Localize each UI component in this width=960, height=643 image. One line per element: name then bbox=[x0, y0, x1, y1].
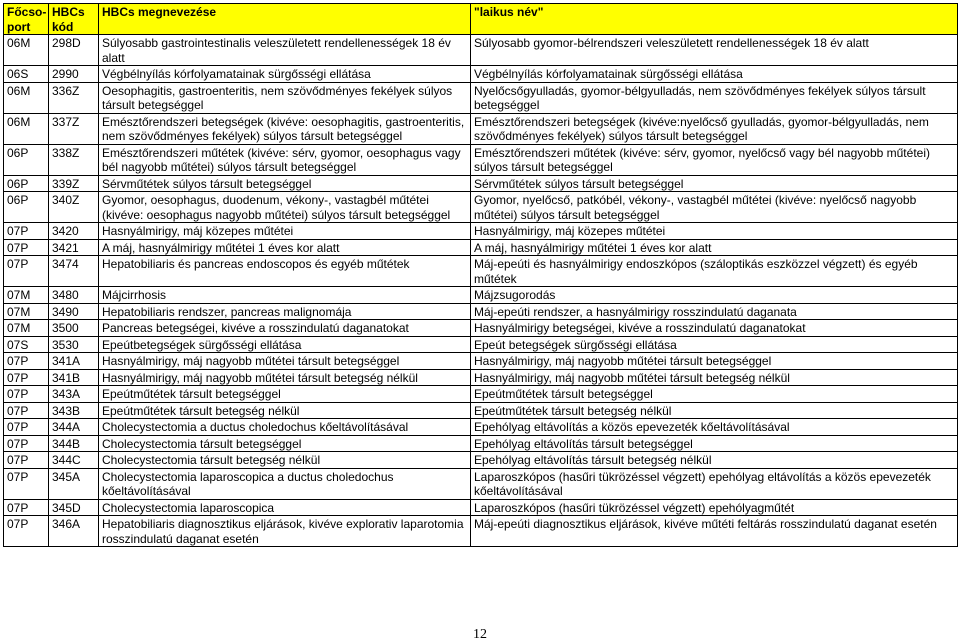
cell-focsoport: 07P bbox=[4, 468, 49, 499]
cell-megnevezes: Májcirrhosis bbox=[99, 287, 471, 304]
cell-hbcs-kod: 339Z bbox=[49, 175, 99, 192]
table-row bbox=[4, 435, 958, 452]
cell-laikus-nev: Hasnyálmirigy, máj nagyobb műtétei társult betegséggel bbox=[471, 353, 958, 370]
cell-laikus-nev: Laparoszkópos (hasűri tükrözéssel végzett) epehólyagműtét bbox=[471, 499, 958, 516]
table-row bbox=[4, 66, 958, 83]
cell-hbcs-kod: 3480 bbox=[49, 287, 99, 304]
cell-laikus-nev: Epeútműtétek társult betegséggel bbox=[471, 386, 958, 403]
cell-focsoport: 07M bbox=[4, 287, 49, 304]
cell-hbcs-kod: 3530 bbox=[49, 336, 99, 353]
cell-hbcs-kod: 340Z bbox=[49, 192, 99, 223]
cell-hbcs-kod: 341B bbox=[49, 369, 99, 386]
cell-laikus-nev: Epeút betegségek sürgősségi ellátása bbox=[471, 336, 958, 353]
cell-focsoport: 07P bbox=[4, 402, 49, 419]
cell-laikus-nev: Máj-epeúti diagnosztikus eljárások, kivéve műtéti feltárás rosszindulatú daganat esetén bbox=[471, 516, 958, 547]
cell-hbcs-kod: 337Z bbox=[49, 113, 99, 144]
cell-megnevezes: Emésztőrendszeri műtétek (kivéve: sérv, gyomor, oesophagus vagy bél nagyobb műtétei) súlyos társult betegséggel bbox=[99, 144, 471, 175]
cell-hbcs-kod: 343B bbox=[49, 402, 99, 419]
cell-megnevezes: Végbélnyílás kórfolyamatainak sürgősségi ellátása bbox=[99, 66, 471, 83]
cell-laikus-nev: Emésztőrendszeri betegségek (kivéve:nyelőcső gyulladás, gyomor-bélgyulladás, nem szövődményes fekélyek) súlyos társult betegséggel bbox=[471, 113, 958, 144]
cell-laikus-nev: Nyelőcsőgyulladás, gyomor-bélgyulladás, nem szövődményes fekélyek súlyos társult betegséggel bbox=[471, 82, 958, 113]
cell-megnevezes: Cholecystectomia laparoscopica a ductus choledochus kőeltávolításával bbox=[99, 468, 471, 499]
cell-megnevezes: Hepatobiliaris diagnosztikus eljárások, kivéve explorativ laparotomia rosszindulatú daganat esetén bbox=[99, 516, 471, 547]
cell-megnevezes: Gyomor, oesophagus, duodenum, vékony-, vastagbél műtétei (kivéve: oesophagus nagyobb műtétei) súlyos társult betegséggel bbox=[99, 192, 471, 223]
cell-hbcs-kod: 346A bbox=[49, 516, 99, 547]
cell-focsoport: 07P bbox=[4, 369, 49, 386]
table-row bbox=[4, 516, 958, 547]
cell-megnevezes: Cholecystectomia társult betegséggel bbox=[99, 435, 471, 452]
cell-laikus-nev: Epeútműtétek társult betegség nélkül bbox=[471, 402, 958, 419]
cell-focsoport: 07P bbox=[4, 499, 49, 516]
cell-hbcs-kod: 3500 bbox=[49, 320, 99, 337]
cell-laikus-nev: Máj-epeúti és hasnyálmirigy endoszkópos (száloptikás eszközzel végzett) és egyéb műtétek bbox=[471, 256, 958, 287]
cell-megnevezes: Cholecystectomia társult betegség nélkül bbox=[99, 452, 471, 469]
table-row bbox=[4, 287, 958, 304]
cell-megnevezes: Hasnyálmirigy, máj nagyobb műtétei társult betegség nélkül bbox=[99, 369, 471, 386]
table-row bbox=[4, 113, 958, 144]
cell-focsoport: 06P bbox=[4, 144, 49, 175]
cell-megnevezes: Pancreas betegségei, kivéve a rosszindulatú daganatokat bbox=[99, 320, 471, 337]
cell-hbcs-kod: 345A bbox=[49, 468, 99, 499]
table-body bbox=[4, 35, 958, 547]
cell-hbcs-kod: 336Z bbox=[49, 82, 99, 113]
cell-focsoport: 06M bbox=[4, 113, 49, 144]
cell-focsoport: 07P bbox=[4, 516, 49, 547]
table-row bbox=[4, 402, 958, 419]
cell-megnevezes: Sérvműtétek súlyos társult betegséggel bbox=[99, 175, 471, 192]
cell-megnevezes: Epeútbetegségek sürgősségi ellátása bbox=[99, 336, 471, 353]
cell-focsoport: 06M bbox=[4, 82, 49, 113]
table-row bbox=[4, 239, 958, 256]
cell-laikus-nev: Epehólyag eltávolítás társult betegség nélkül bbox=[471, 452, 958, 469]
table-row bbox=[4, 336, 958, 353]
table-row bbox=[4, 419, 958, 436]
table-row bbox=[4, 452, 958, 469]
cell-laikus-nev: Súlyosabb gyomor-bélrendszeri veleszületett rendellenességek 18 év alatt bbox=[471, 35, 958, 66]
cell-hbcs-kod: 343A bbox=[49, 386, 99, 403]
table-row bbox=[4, 353, 958, 370]
cell-laikus-nev: Végbélnyílás kórfolyamatainak sürgősségi ellátása bbox=[471, 66, 958, 83]
cell-laikus-nev: Máj-epeúti rendszer, a hasnyálmirigy rosszindulatú daganata bbox=[471, 303, 958, 320]
table-row bbox=[4, 256, 958, 287]
cell-laikus-nev: Gyomor, nyelőcső, patkóbél, vékony-, vastagbél műtétei (kivéve: nyelőcső nagyobb műtétei) súlyos társult betegséggel bbox=[471, 192, 958, 223]
cell-laikus-nev: Sérvműtétek súlyos társult betegséggel bbox=[471, 175, 958, 192]
cell-focsoport: 06P bbox=[4, 192, 49, 223]
cell-focsoport: 07M bbox=[4, 303, 49, 320]
table-row bbox=[4, 144, 958, 175]
cell-focsoport: 07P bbox=[4, 386, 49, 403]
cell-hbcs-kod: 3474 bbox=[49, 256, 99, 287]
table-row bbox=[4, 223, 958, 240]
cell-hbcs-kod: 344C bbox=[49, 452, 99, 469]
cell-hbcs-kod: 3420 bbox=[49, 223, 99, 240]
cell-focsoport: 06P bbox=[4, 175, 49, 192]
cell-laikus-nev: Májzsugorodás bbox=[471, 287, 958, 304]
cell-megnevezes: Epeútműtétek társult betegség nélkül bbox=[99, 402, 471, 419]
header-hbcs-megnevezese: HBCs megnevezése bbox=[99, 4, 471, 35]
cell-megnevezes: Cholecystectomia a ductus choledochus kőeltávolításával bbox=[99, 419, 471, 436]
cell-hbcs-kod: 3421 bbox=[49, 239, 99, 256]
cell-megnevezes: Hepatobiliaris rendszer, pancreas malignomája bbox=[99, 303, 471, 320]
cell-focsoport: 06M bbox=[4, 35, 49, 66]
cell-focsoport: 07P bbox=[4, 435, 49, 452]
cell-hbcs-kod: 338Z bbox=[49, 144, 99, 175]
cell-laikus-nev: Emésztőrendszeri műtétek (kivéve: sérv, gyomor, nyelőcső vagy bél nagyobb műtétei) súlyos társult betegséggel bbox=[471, 144, 958, 175]
cell-megnevezes: Oesophagitis, gastroenteritis, nem szövődményes fekélyek súlyos társult betegséggel bbox=[99, 82, 471, 113]
cell-hbcs-kod: 298D bbox=[49, 35, 99, 66]
table-row bbox=[4, 499, 958, 516]
page-number: 12 bbox=[473, 627, 487, 642]
cell-laikus-nev: Hasnyálmirigy betegségei, kivéve a rosszindulatú daganatokat bbox=[471, 320, 958, 337]
header-laikus-nev: "laikus név" bbox=[471, 4, 958, 35]
table-row bbox=[4, 82, 958, 113]
header-focsoport: Főcso-port bbox=[4, 4, 49, 35]
cell-laikus-nev: Epehólyag eltávolítás társult betegséggel bbox=[471, 435, 958, 452]
cell-hbcs-kod: 2990 bbox=[49, 66, 99, 83]
table-row bbox=[4, 369, 958, 386]
cell-laikus-nev: Hasnyálmirigy, máj közepes műtétei bbox=[471, 223, 958, 240]
cell-focsoport: 07P bbox=[4, 239, 49, 256]
cell-megnevezes: Cholecystectomia laparoscopica bbox=[99, 499, 471, 516]
table-row bbox=[4, 320, 958, 337]
table-row bbox=[4, 303, 958, 320]
cell-focsoport: 07P bbox=[4, 256, 49, 287]
cell-focsoport: 07P bbox=[4, 419, 49, 436]
cell-megnevezes: Epeútműtétek társult betegséggel bbox=[99, 386, 471, 403]
cell-hbcs-kod: 341A bbox=[49, 353, 99, 370]
cell-laikus-nev: Hasnyálmirigy, máj nagyobb műtétei társult betegség nélkül bbox=[471, 369, 958, 386]
cell-focsoport: 07P bbox=[4, 452, 49, 469]
cell-laikus-nev: Epehólyag eltávolítás a közös epevezeték kőeltávolításával bbox=[471, 419, 958, 436]
table-header-row bbox=[4, 4, 958, 35]
cell-megnevezes: Hasnyálmirigy, máj közepes műtétei bbox=[99, 223, 471, 240]
hbcs-table bbox=[3, 3, 958, 547]
table-row bbox=[4, 192, 958, 223]
table-row bbox=[4, 468, 958, 499]
cell-focsoport: 07P bbox=[4, 223, 49, 240]
cell-focsoport: 06S bbox=[4, 66, 49, 83]
table-row bbox=[4, 175, 958, 192]
cell-laikus-nev: Laparoszkópos (hasűri tükrözéssel végzett) epehólyag eltávolítás a közös epevezeték kőeltávolításával bbox=[471, 468, 958, 499]
cell-hbcs-kod: 344B bbox=[49, 435, 99, 452]
cell-megnevezes: Súlyosabb gastrointestinalis veleszületett rendellenességek 18 év alatt bbox=[99, 35, 471, 66]
table-row bbox=[4, 35, 958, 66]
cell-megnevezes: Emésztőrendszeri betegségek (kivéve: oesophagitis, gastroenteritis, nem szövődményes fekélyek) súlyos társult betegséggel bbox=[99, 113, 471, 144]
cell-focsoport: 07M bbox=[4, 320, 49, 337]
cell-megnevezes: A máj, hasnyálmirigy műtétei 1 éves kor alatt bbox=[99, 239, 471, 256]
table-row bbox=[4, 386, 958, 403]
cell-hbcs-kod: 3490 bbox=[49, 303, 99, 320]
cell-megnevezes: Hepatobiliaris és pancreas endoscopos és egyéb műtétek bbox=[99, 256, 471, 287]
cell-megnevezes: Hasnyálmirigy, máj nagyobb műtétei társult betegséggel bbox=[99, 353, 471, 370]
cell-focsoport: 07S bbox=[4, 336, 49, 353]
header-hbcs-kod: HBCs kód bbox=[49, 4, 99, 35]
cell-hbcs-kod: 345D bbox=[49, 499, 99, 516]
cell-hbcs-kod: 344A bbox=[49, 419, 99, 436]
cell-laikus-nev: A máj, hasnyálmirigy műtétei 1 éves kor alatt bbox=[471, 239, 958, 256]
cell-focsoport: 07P bbox=[4, 353, 49, 370]
